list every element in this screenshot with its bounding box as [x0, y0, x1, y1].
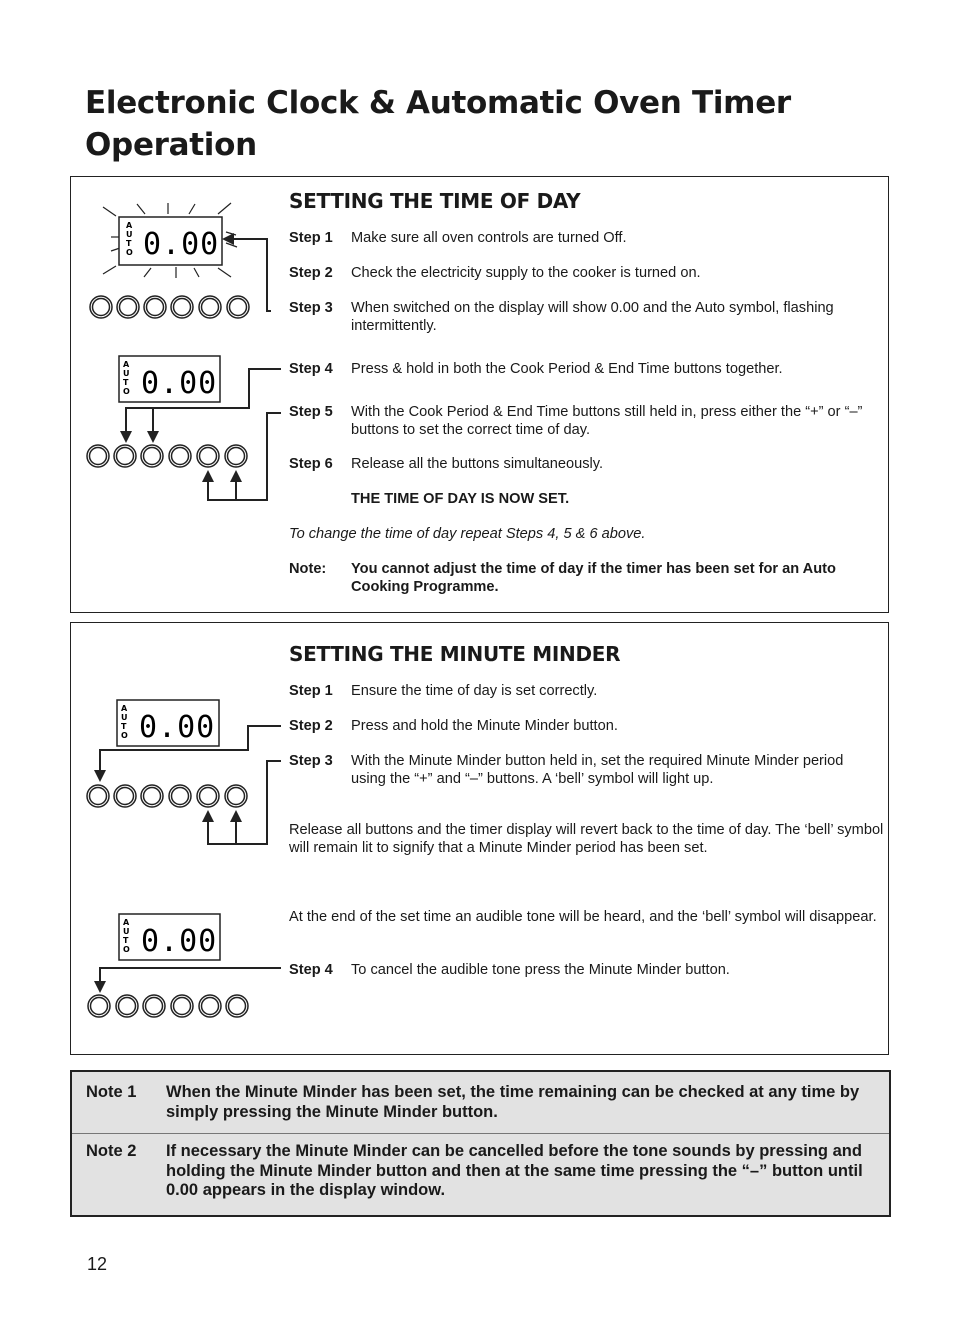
time-of-day-panel: [70, 176, 889, 613]
page-title: Electronic Clock & Automatic Oven Timer Operation: [85, 85, 791, 163]
step-text: Check the electricity supply to the cooker is turned on.: [351, 265, 701, 281]
timer-display: [119, 356, 220, 402]
auto-letter: A: [123, 360, 130, 369]
step-item: [289, 753, 879, 788]
step-item: [289, 361, 879, 379]
end-text: At the end of the set time an audible tone will be heard, and the ‘bell’ symbol will disappear.: [289, 909, 877, 925]
timer-display: [117, 700, 219, 746]
repeat-hint: To change the time of day repeat Steps 4, 5 & 6 above.: [289, 526, 646, 542]
note-item: [289, 561, 879, 596]
step-text: Press & hold in both the Cook Period & End Time buttons together.: [351, 361, 783, 377]
step-text: Press and hold the Minute Minder button.: [351, 718, 618, 734]
step-label: Step 3: [289, 300, 333, 316]
auto-letter: T: [126, 239, 132, 248]
step-text: Ensure the time of day is set correctly.: [351, 683, 598, 699]
note-text: If necessary the Minute Minder can be cancelled before the tone sounds by pressing and holding the Minute Minder button and then at the same time pressing the “–” button until 0.00 appears in the display window.: [166, 1142, 863, 1199]
minute-minder-diagram: [71, 623, 286, 1056]
confirmation-text: THE TIME OF DAY IS NOW SET.: [351, 491, 570, 507]
display-digits: 0.00: [141, 924, 218, 959]
step-label: Step 4: [289, 361, 333, 377]
step-label: Step 6: [289, 456, 333, 472]
release-text: Release all buttons and the timer display will revert back to the time of day. The ‘bell’ symbol will remain lit to signify that a Minute Minder period has been set.: [289, 822, 884, 856]
auto-letter: U: [126, 230, 133, 239]
note-label: Note 2: [86, 1142, 137, 1160]
step-label: Step 4: [289, 962, 333, 978]
button-row: [87, 445, 247, 467]
step-label: Step 1: [289, 230, 333, 246]
section-heading: SETTING THE TIME OF DAY: [289, 189, 581, 213]
note-label: Note 1: [86, 1083, 137, 1101]
step-item: [289, 404, 879, 439]
display-digits: 0.00: [143, 227, 220, 262]
display-digits: 0.00: [139, 710, 216, 745]
minute-minder-panel: [70, 622, 889, 1055]
divider: [72, 1133, 889, 1134]
auto-letter: O: [126, 248, 133, 257]
step-item: [289, 456, 879, 474]
step-item: [289, 230, 879, 248]
timer-display: [119, 914, 220, 960]
step-text: To cancel the audible tone press the Minute Minder button.: [351, 962, 730, 978]
auto-letter: A: [126, 221, 133, 230]
auto-letter: U: [123, 369, 130, 378]
step-item: [289, 265, 879, 283]
auto-letter: U: [123, 927, 130, 936]
step-text: With the Minute Minder button held in, set the required Minute Minder period using the “+” and “–” buttons. A ‘bell’ symbol will light up.: [351, 753, 844, 787]
auto-letter: O: [123, 387, 130, 396]
step-label: Step 2: [289, 265, 333, 281]
step-item: [289, 683, 879, 701]
section-heading: SETTING THE MINUTE MINDER: [289, 642, 621, 666]
step-item: [289, 962, 879, 980]
display-digits: 0.00: [141, 366, 218, 401]
notes-box: [70, 1070, 891, 1217]
button-row: [88, 995, 248, 1017]
note-text: When the Minute Minder has been set, the time remaining can be checked at any time by simply pressing the Minute Minder button.: [166, 1083, 860, 1121]
step-label: Step 2: [289, 718, 333, 734]
auto-letter: T: [123, 378, 129, 387]
auto-letter: O: [121, 731, 128, 740]
step-label: Step 3: [289, 753, 333, 769]
step-text: Release all the buttons simultaneously.: [351, 456, 604, 472]
step-text: When switched on the display will show 0.00 and the Auto symbol, flashing intermittently.: [351, 300, 834, 334]
auto-letter: T: [121, 722, 127, 731]
step-item: [289, 300, 879, 335]
auto-letter: A: [121, 704, 128, 713]
auto-letter: U: [121, 713, 128, 722]
time-of-day-diagram: [71, 177, 286, 614]
step-label: Step 1: [289, 683, 333, 699]
confirmation-line: [289, 491, 879, 509]
button-row: [90, 296, 249, 318]
step-text: With the Cook Period & End Time buttons still held in, press either the “+” or “–” buttons to set the correct time of day.: [351, 404, 863, 438]
timer-display: [119, 217, 222, 265]
step-item: [289, 718, 879, 736]
page-number: 12: [87, 1254, 108, 1274]
button-row: [87, 785, 247, 807]
step-label: Step 5: [289, 404, 333, 420]
step-text: Make sure all oven controls are turned Off.: [351, 230, 627, 246]
auto-letter: A: [123, 918, 130, 927]
auto-letter: T: [123, 936, 129, 945]
note-label: Note:: [289, 561, 327, 577]
auto-letter: O: [123, 945, 130, 954]
note-text: You cannot adjust the time of day if the timer has been set for an Auto Cooking Programme.: [351, 561, 836, 595]
